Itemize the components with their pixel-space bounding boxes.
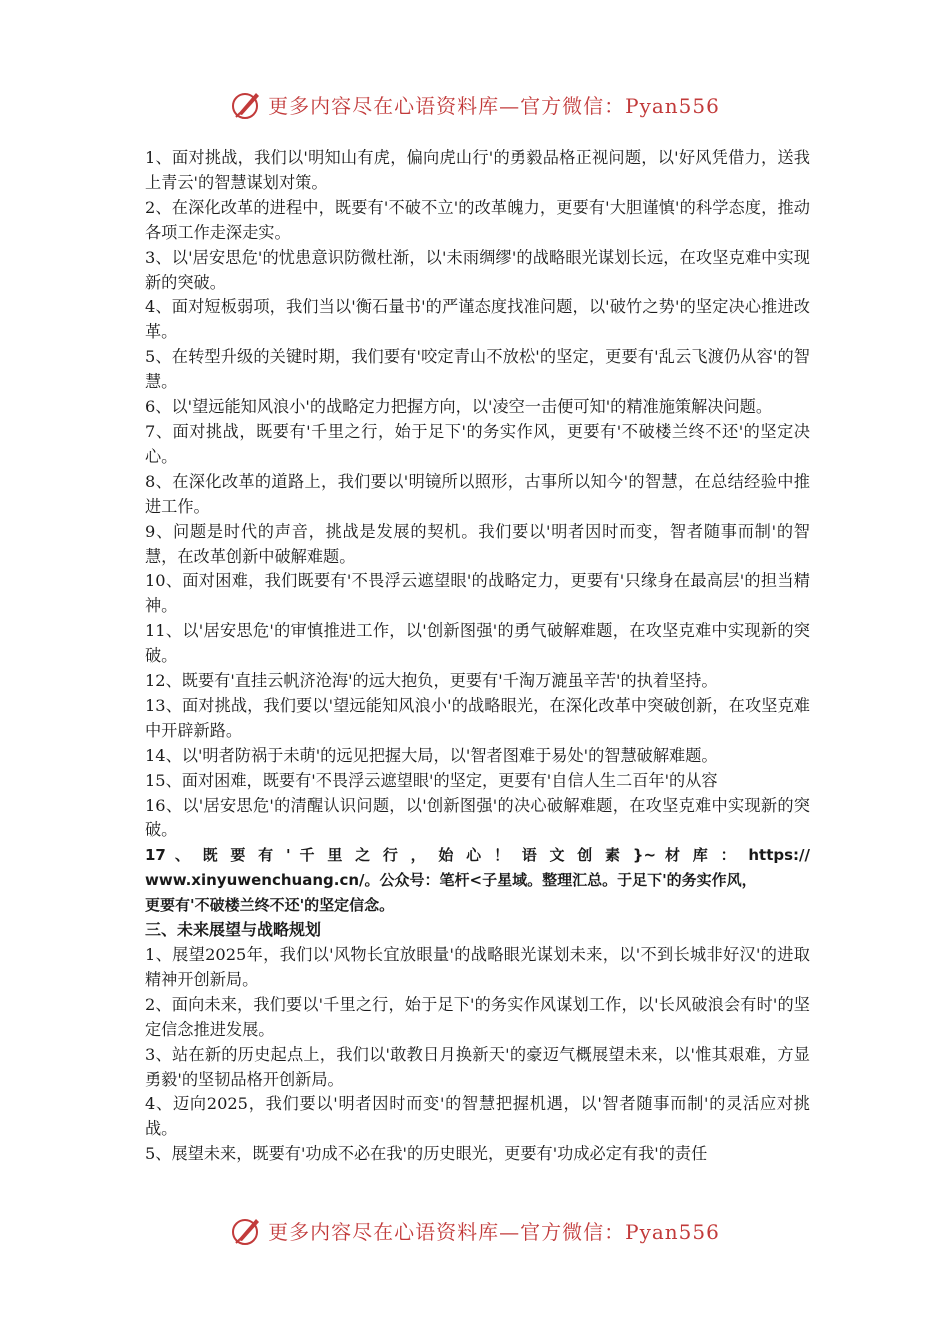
paragraph-13: 13、面对挑战，我们要以'望远能知风浪小'的战略眼光，在深化改革中突破创新，在攻坚克难中开辟新路。: [145, 695, 810, 740]
paragraph-9: 9、问题是时代的声音，挑战是发展的契机。我们要以'明者因时而变，智者随事而制'的智慧，在改革创新中破解难题。: [145, 521, 810, 566]
paragraph-17-line-1: 17 、 既 要 有 ' 千 里 之 行 ， 始 心 ！ 语 文 创 素 }~ 材 库 ： https://: [145, 846, 810, 865]
outlook-paragraph-4: 4、迈向2025，我们要以'明者因时而变'的智慧把握机遇，以'智者随事而制'的灵活应对挑战。: [145, 1094, 810, 1139]
paragraph-17: [145, 843, 810, 918]
document-body: [145, 146, 810, 1167]
paragraph-12: 12、既要有'直挂云帆济沧海'的远大抱负，更要有'千淘万漉虽辛苦'的执着坚持。: [145, 671, 718, 691]
outlook-paragraph-3: 3、站在新的历史起点上，我们以'敢教日月换新天'的豪迈气概展望未来，以'惟其艰难，方显勇毅'的坚韧品格开创新局。: [145, 1044, 810, 1089]
paragraph-2: 2、在深化改革的进程中，既要有'不破不立'的改革魄力，更要有'大胆谨慎'的科学态度，推动各项工作走深走实。: [145, 197, 810, 242]
paragraph-11: 11、以'居安思危'的审慎推进工作，以'创新图强'的勇气破解难题，在攻坚克难中实现新的突破。: [145, 621, 810, 666]
paragraph-3: 3、以'居安思危'的忧患意识防微杜渐，以'未雨绸缪'的战略眼光谋划长远，在攻坚克难中实现新的突破。: [145, 247, 810, 292]
footer-banner: [0, 1210, 950, 1250]
paragraph-14: 14、以'明者防祸于未萌'的远见把握大局，以'智者图难于易处'的智慧破解难题。: [145, 745, 718, 765]
section-heading: 三、未来展望与战略规划: [145, 920, 322, 940]
paragraph-8: 8、在深化改革的道路上，我们要以'明镜所以照形，古事所以知今'的智慧，在总结经验中推进工作。: [145, 471, 810, 516]
outlook-paragraph-2: 2、面向未来，我们要以'千里之行，始于足下'的务实作风谋划工作，以'长风破浪会有时'的坚定信念推进发展。: [145, 994, 810, 1039]
paragraph-1: 1、面对挑战，我们以'明知山有虎，偏向虎山行'的勇毅品格正视问题，以'好风凭借力，送我上青云'的智慧谋划对策。: [145, 148, 810, 192]
banner-text: 更多内容尽在心语资料库—官方微信：Pyan556: [268, 1219, 720, 1244]
paragraph-17-line-3: 更要有'不破楼兰终不还'的坚定信念。: [145, 896, 395, 915]
outlook-paragraph-1: 1、展望2025年，我们以'风物长宜放眼量'的战略眼光谋划未来，以'不到长城非好汉'的进取精神开创新局。: [145, 945, 810, 989]
paragraph-7: 7、面对挑战，既要有'千里之行，始于足下'的务实作风，更要有'不破楼兰终不还'的坚定决心。: [145, 421, 810, 466]
paragraph-5: 5、在转型升级的关键时期，我们要有'咬定青山不放松'的坚定，更要有'乱云飞渡仍从容'的智慧。: [145, 347, 810, 392]
paragraph-6: 6、以'望远能知风浪小'的战略定力把握方向，以'凌空一击便可知'的精准施策解决问题。: [145, 397, 773, 417]
quill-logo-icon: [230, 1213, 264, 1247]
banner-text: 更多内容尽在心语资料库—官方微信：Pyan556: [268, 93, 720, 118]
paragraph-15: 15、面对困难，既要有'不畏浮云遮望眼'的坚定，更要有'自信人生二百年'的从容: [145, 770, 718, 790]
header-banner: [0, 84, 950, 124]
paragraph-16: 16、以'居安思危'的清醒认识问题，以'创新图强'的决心破解难题，在攻坚克难中实现新的突破。: [145, 795, 810, 840]
paragraph-17-line-2: www.xinyuwenchuang.cn/。公众号：笔杆<子星域。整理汇总。于足下'的务实作风，: [145, 871, 757, 890]
quill-logo-icon: [230, 87, 264, 121]
paragraph-10: 10、面对困难，我们既要有'不畏浮云遮望眼'的战略定力，更要有'只缘身在最高层'的担当精神。: [145, 571, 810, 616]
paragraph-4: 4、面对短板弱项，我们当以'衡石量书'的严谨态度找准问题，以'破竹之势'的坚定决心推进改革。: [145, 297, 810, 342]
outlook-paragraph-5: 5、展望未来，既要有'功成不必在我'的历史眼光，更要有'功成必定有我'的责任: [145, 1144, 708, 1164]
